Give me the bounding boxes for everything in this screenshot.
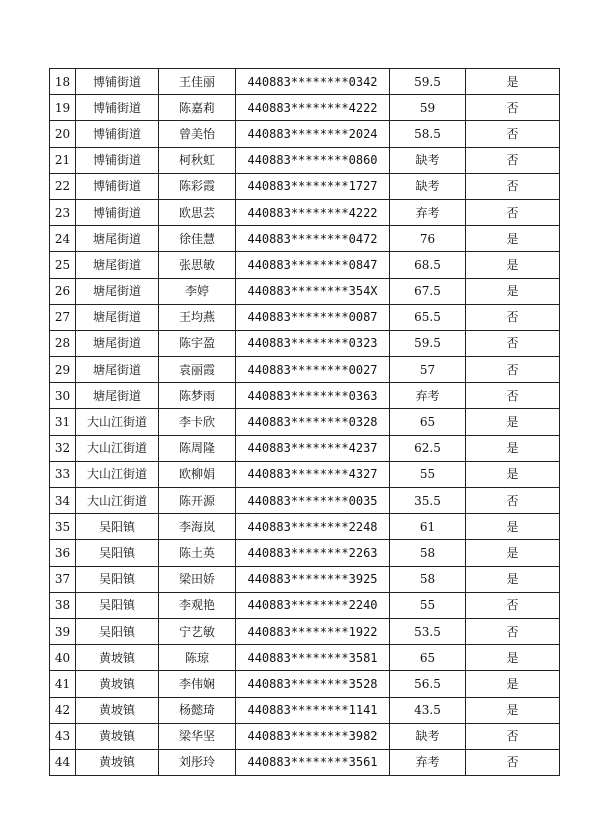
table-row	[50, 278, 560, 304]
score-cell: 58	[390, 566, 466, 592]
id-number-cell: 440883********1141	[236, 697, 390, 723]
person-name-cell: 梁华坚	[159, 723, 236, 749]
id-number-cell: 440883********0860	[236, 147, 390, 173]
area-name-cell: 塘尾街道	[76, 304, 159, 330]
person-name-cell: 陈开源	[159, 488, 236, 514]
id-number-cell: 440883********2240	[236, 592, 390, 618]
score-cell: 68.5	[390, 252, 466, 278]
score-cell: 缺考	[390, 173, 466, 199]
table-row	[50, 671, 560, 697]
table-row	[50, 435, 560, 461]
person-name-cell: 刘彤玲	[159, 749, 236, 775]
qualified-flag-cell: 否	[466, 147, 560, 173]
row-number-cell: 41	[50, 671, 76, 697]
person-name-cell: 徐佳慧	[159, 226, 236, 252]
id-number-cell: 440883********4222	[236, 199, 390, 225]
qualified-flag-cell: 否	[466, 357, 560, 383]
row-number-cell: 39	[50, 618, 76, 644]
score-cell: 弃考	[390, 749, 466, 775]
row-number-cell: 36	[50, 540, 76, 566]
qualified-flag-cell: 是	[466, 435, 560, 461]
table-row	[50, 357, 560, 383]
area-name-cell: 大山江街道	[76, 409, 159, 435]
row-number-cell: 30	[50, 383, 76, 409]
id-number-cell: 440883********3561	[236, 749, 390, 775]
score-cell: 59	[390, 95, 466, 121]
area-name-cell: 黄坡镇	[76, 645, 159, 671]
table-row	[50, 121, 560, 147]
table-row	[50, 147, 560, 173]
qualified-flag-cell: 否	[466, 199, 560, 225]
score-cell: 缺考	[390, 147, 466, 173]
person-name-cell: 陈土英	[159, 540, 236, 566]
area-name-cell: 博铺街道	[76, 95, 159, 121]
area-name-cell: 大山江街道	[76, 435, 159, 461]
person-name-cell: 张思敏	[159, 252, 236, 278]
id-number-cell: 440883********3982	[236, 723, 390, 749]
person-name-cell: 李卡欣	[159, 409, 236, 435]
area-name-cell: 黄坡镇	[76, 723, 159, 749]
table-row	[50, 566, 560, 592]
table-row	[50, 697, 560, 723]
area-name-cell: 大山江街道	[76, 461, 159, 487]
score-cell: 43.5	[390, 697, 466, 723]
person-name-cell: 李观艳	[159, 592, 236, 618]
id-number-cell: 440883********0323	[236, 330, 390, 356]
qualified-flag-cell: 是	[466, 278, 560, 304]
qualified-flag-cell: 否	[466, 330, 560, 356]
id-number-cell: 440883********0087	[236, 304, 390, 330]
row-number-cell: 33	[50, 461, 76, 487]
person-name-cell: 袁丽霞	[159, 357, 236, 383]
id-number-cell: 440883********4222	[236, 95, 390, 121]
id-number-cell: 440883********0342	[236, 69, 390, 95]
table-row	[50, 383, 560, 409]
qualified-flag-cell: 否	[466, 488, 560, 514]
id-number-cell: 440883********2024	[236, 121, 390, 147]
person-name-cell: 曾美怡	[159, 121, 236, 147]
id-number-cell: 440883********354X	[236, 278, 390, 304]
area-name-cell: 博铺街道	[76, 173, 159, 199]
person-name-cell: 陈彩霞	[159, 173, 236, 199]
table-row	[50, 252, 560, 278]
table-row	[50, 540, 560, 566]
table-row	[50, 488, 560, 514]
id-number-cell: 440883********3581	[236, 645, 390, 671]
score-cell: 53.5	[390, 618, 466, 644]
qualified-flag-cell: 否	[466, 723, 560, 749]
id-number-cell: 440883********3528	[236, 671, 390, 697]
id-number-cell: 440883********2248	[236, 514, 390, 540]
qualified-flag-cell: 否	[466, 749, 560, 775]
row-number-cell: 38	[50, 592, 76, 618]
score-cell: 弃考	[390, 383, 466, 409]
person-name-cell: 欧柳娟	[159, 461, 236, 487]
row-number-cell: 22	[50, 173, 76, 199]
area-name-cell: 塘尾街道	[76, 226, 159, 252]
row-number-cell: 26	[50, 278, 76, 304]
score-cell: 35.5	[390, 488, 466, 514]
row-number-cell: 32	[50, 435, 76, 461]
score-cell: 62.5	[390, 435, 466, 461]
area-name-cell: 博铺街道	[76, 121, 159, 147]
area-name-cell: 吴阳镇	[76, 514, 159, 540]
area-name-cell: 黄坡镇	[76, 671, 159, 697]
qualified-flag-cell: 否	[466, 304, 560, 330]
score-cell: 57	[390, 357, 466, 383]
qualified-flag-cell: 是	[466, 252, 560, 278]
score-cell: 65	[390, 645, 466, 671]
score-cell: 弃考	[390, 199, 466, 225]
row-number-cell: 20	[50, 121, 76, 147]
person-name-cell: 宁艺敏	[159, 618, 236, 644]
row-number-cell: 42	[50, 697, 76, 723]
row-number-cell: 35	[50, 514, 76, 540]
row-number-cell: 21	[50, 147, 76, 173]
table-row	[50, 645, 560, 671]
person-name-cell: 柯秋虹	[159, 147, 236, 173]
score-cell: 67.5	[390, 278, 466, 304]
qualified-flag-cell: 是	[466, 409, 560, 435]
person-name-cell: 杨懿琦	[159, 697, 236, 723]
id-number-cell: 440883********0363	[236, 383, 390, 409]
score-cell: 55	[390, 461, 466, 487]
row-number-cell: 28	[50, 330, 76, 356]
area-name-cell: 塘尾街道	[76, 357, 159, 383]
score-cell: 缺考	[390, 723, 466, 749]
area-name-cell: 塘尾街道	[76, 278, 159, 304]
table-row	[50, 199, 560, 225]
score-cell: 61	[390, 514, 466, 540]
table-row	[50, 304, 560, 330]
qualified-flag-cell: 是	[466, 671, 560, 697]
score-cell: 76	[390, 226, 466, 252]
id-number-cell: 440883********4327	[236, 461, 390, 487]
row-number-cell: 37	[50, 566, 76, 592]
qualified-flag-cell: 是	[466, 645, 560, 671]
person-name-cell: 陈周隆	[159, 435, 236, 461]
table-row	[50, 330, 560, 356]
score-cell: 59.5	[390, 69, 466, 95]
area-name-cell: 塘尾街道	[76, 252, 159, 278]
id-number-cell: 440883********2263	[236, 540, 390, 566]
person-name-cell: 王佳丽	[159, 69, 236, 95]
score-cell: 55	[390, 592, 466, 618]
qualified-flag-cell: 否	[466, 383, 560, 409]
area-name-cell: 吴阳镇	[76, 592, 159, 618]
table-row	[50, 95, 560, 121]
person-name-cell: 陈嘉莉	[159, 95, 236, 121]
qualified-flag-cell: 是	[466, 514, 560, 540]
qualified-flag-cell: 是	[466, 540, 560, 566]
table-row	[50, 173, 560, 199]
person-name-cell: 王均燕	[159, 304, 236, 330]
area-name-cell: 黄坡镇	[76, 697, 159, 723]
area-name-cell: 塘尾街道	[76, 383, 159, 409]
score-cell: 58	[390, 540, 466, 566]
person-name-cell: 陈琼	[159, 645, 236, 671]
qualified-flag-cell: 是	[466, 461, 560, 487]
table-row	[50, 69, 560, 95]
table-row	[50, 618, 560, 644]
qualified-flag-cell: 否	[466, 618, 560, 644]
area-name-cell: 吴阳镇	[76, 540, 159, 566]
row-number-cell: 24	[50, 226, 76, 252]
id-number-cell: 440883********0035	[236, 488, 390, 514]
results-table	[49, 68, 560, 776]
person-name-cell: 陈梦雨	[159, 383, 236, 409]
area-name-cell: 博铺街道	[76, 69, 159, 95]
table-row	[50, 514, 560, 540]
id-number-cell: 440883********0328	[236, 409, 390, 435]
row-number-cell: 25	[50, 252, 76, 278]
table-row	[50, 723, 560, 749]
area-name-cell: 吴阳镇	[76, 566, 159, 592]
id-number-cell: 440883********1922	[236, 618, 390, 644]
id-number-cell: 440883********3925	[236, 566, 390, 592]
id-number-cell: 440883********0472	[236, 226, 390, 252]
row-number-cell: 23	[50, 199, 76, 225]
qualified-flag-cell: 否	[466, 95, 560, 121]
area-name-cell: 博铺街道	[76, 199, 159, 225]
row-number-cell: 18	[50, 69, 76, 95]
row-number-cell: 19	[50, 95, 76, 121]
qualified-flag-cell: 否	[466, 592, 560, 618]
table-row	[50, 592, 560, 618]
area-name-cell: 吴阳镇	[76, 618, 159, 644]
id-number-cell: 440883********0847	[236, 252, 390, 278]
row-number-cell: 31	[50, 409, 76, 435]
person-name-cell: 陈宇盈	[159, 330, 236, 356]
row-number-cell: 27	[50, 304, 76, 330]
score-cell: 65.5	[390, 304, 466, 330]
id-number-cell: 440883********4237	[236, 435, 390, 461]
person-name-cell: 李伟娴	[159, 671, 236, 697]
row-number-cell: 34	[50, 488, 76, 514]
area-name-cell: 黄坡镇	[76, 749, 159, 775]
area-name-cell: 博铺街道	[76, 147, 159, 173]
row-number-cell: 29	[50, 357, 76, 383]
person-name-cell: 李婷	[159, 278, 236, 304]
qualified-flag-cell: 否	[466, 173, 560, 199]
qualified-flag-cell: 是	[466, 226, 560, 252]
table-row	[50, 461, 560, 487]
person-name-cell: 梁田娇	[159, 566, 236, 592]
table-row	[50, 409, 560, 435]
qualified-flag-cell: 是	[466, 69, 560, 95]
person-name-cell: 欧思芸	[159, 199, 236, 225]
qualified-flag-cell: 是	[466, 566, 560, 592]
row-number-cell: 44	[50, 749, 76, 775]
area-name-cell: 大山江街道	[76, 488, 159, 514]
person-name-cell: 李海岚	[159, 514, 236, 540]
score-cell: 65	[390, 409, 466, 435]
qualified-flag-cell: 否	[466, 121, 560, 147]
row-number-cell: 40	[50, 645, 76, 671]
results-table-body	[50, 69, 560, 776]
score-cell: 56.5	[390, 671, 466, 697]
score-cell: 58.5	[390, 121, 466, 147]
row-number-cell: 43	[50, 723, 76, 749]
table-row	[50, 749, 560, 775]
area-name-cell: 塘尾街道	[76, 330, 159, 356]
qualified-flag-cell: 是	[466, 697, 560, 723]
id-number-cell: 440883********1727	[236, 173, 390, 199]
table-row	[50, 226, 560, 252]
score-cell: 59.5	[390, 330, 466, 356]
id-number-cell: 440883********0027	[236, 357, 390, 383]
